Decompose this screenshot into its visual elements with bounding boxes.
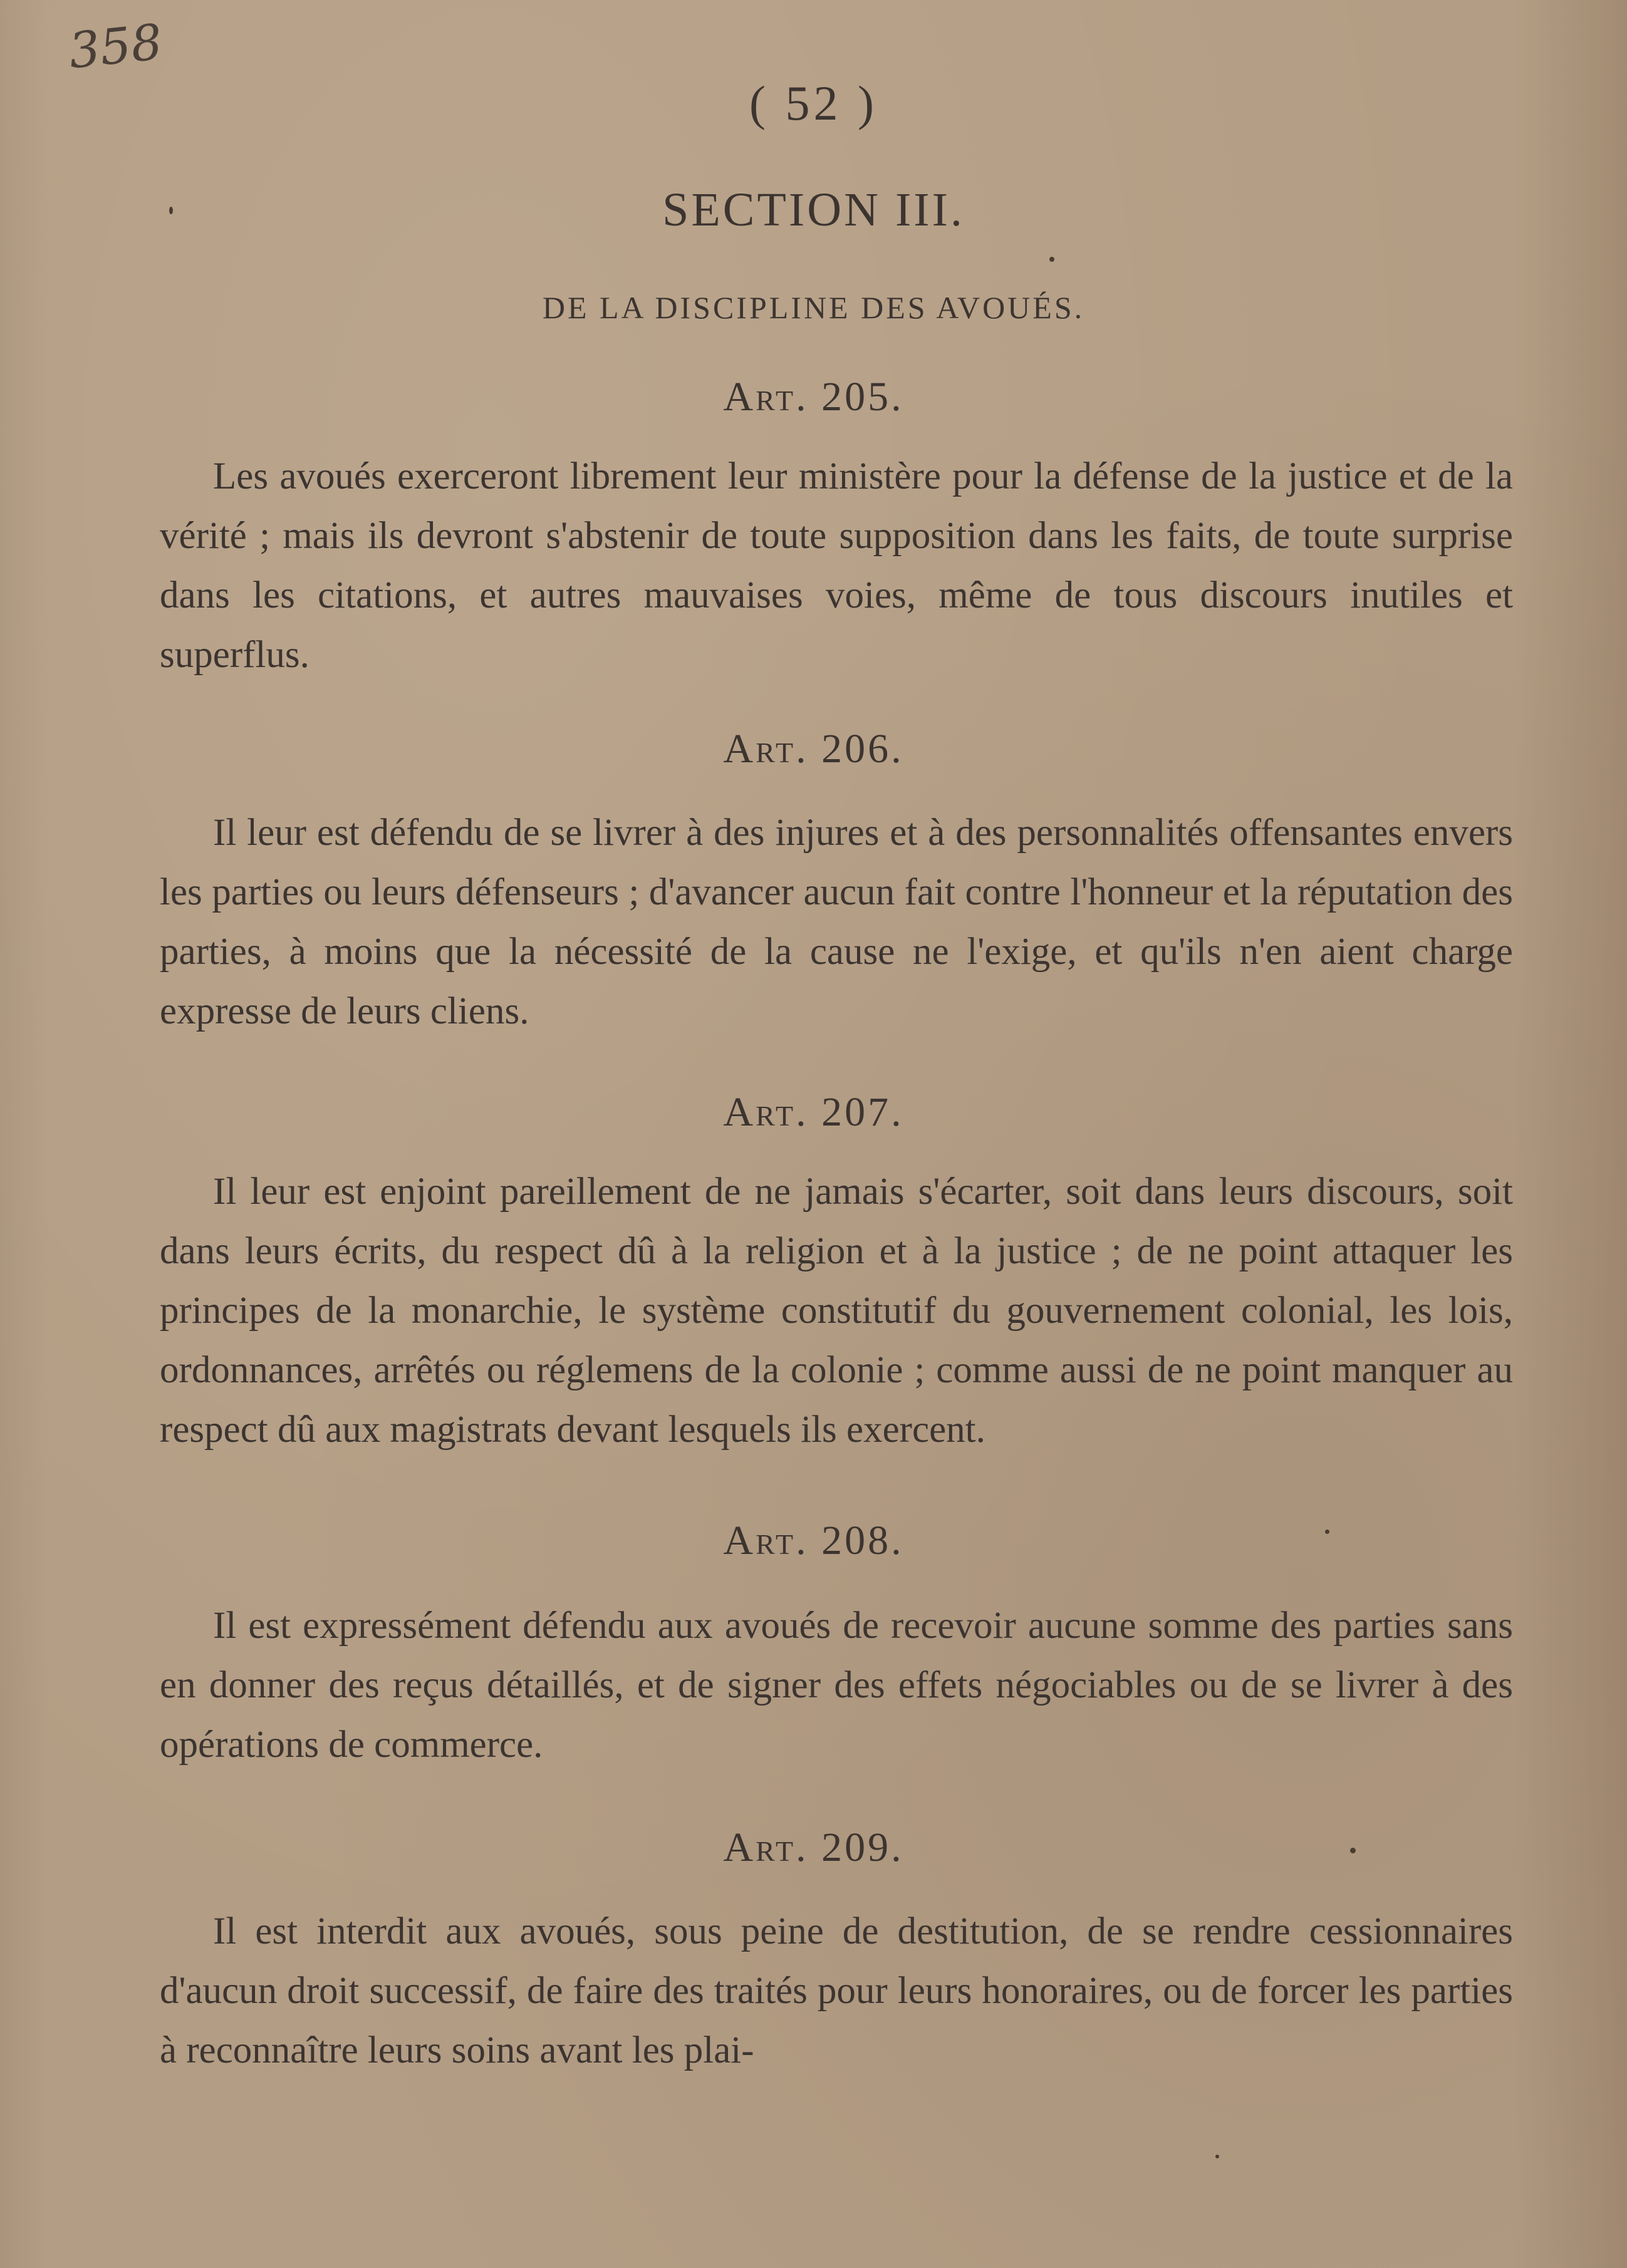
- article-heading: Art. 205.: [723, 374, 904, 420]
- paper-speck: [1049, 257, 1054, 262]
- article-heading: Art. 209.: [723, 1825, 904, 1870]
- article-text: Il est interdit aux avoués, sous peine de destitution, de se rendre cessionnaires d'aucun droit successif, de faire des traités pour leurs honoraires, ou de forcer les parties à reconnaître leurs soins avant les plai-: [160, 1910, 1513, 2071]
- paper-speck: [1350, 1848, 1356, 1853]
- paper-speck: [169, 207, 173, 214]
- article-text: Les avoués exerceront librement leur ministère pour la défense de la justice et de la vérité ; mais ils devront s'abstenir de toute supposition dans les faits, de toute surprise dans les citations, et autres mauvaises voies, même de tous discours inutiles et superflus.: [160, 455, 1513, 676]
- paper-speck: [1215, 2155, 1219, 2158]
- article-text: Il leur est défendu de se livrer à des injures et à des personnalités offensantes envers les parties ou leurs défenseurs ; d'avancer aucun fait contre l'honneur et la réputation des parties, à moins que la nécessité de la cause ne l'exige, et qu'ils n'en aient charge expresse de leurs cliens.: [160, 812, 1513, 1032]
- handwritten-folio-mark: 358: [66, 14, 165, 80]
- article-heading: Art. 206.: [723, 726, 904, 772]
- article-heading: Art. 207.: [723, 1089, 904, 1135]
- section-subtitle: DE LA DISCIPLINE DES AVOUÉS.: [542, 290, 1085, 325]
- article-heading: Art. 208.: [723, 1518, 904, 1563]
- paper-speck: [1325, 1530, 1329, 1534]
- article-text: Il leur est enjoint pareillement de ne jamais s'écarter, soit dans leurs discours, soit dans leurs écrits, du respect dû à la religion et à la justice ; de ne point attaquer les principes de la monarchie, le système constitutif du gouvernement colonial, les lois, ordonnances, arrêtés ou réglemens de la colonie ; comme aussi de ne point manquer au respect dû aux magistrats devant lesquels ils exercent.: [160, 1171, 1513, 1451]
- page-number: ( 52 ): [749, 76, 878, 130]
- section-title: SECTION III.: [662, 184, 965, 236]
- article-text: Il est expressément défendu aux avoués de recevoir aucune somme des parties sans en donner des reçus détaillés, et de signer des effets négociables ou de se livrer à des opérations de commerce.: [160, 1605, 1513, 1766]
